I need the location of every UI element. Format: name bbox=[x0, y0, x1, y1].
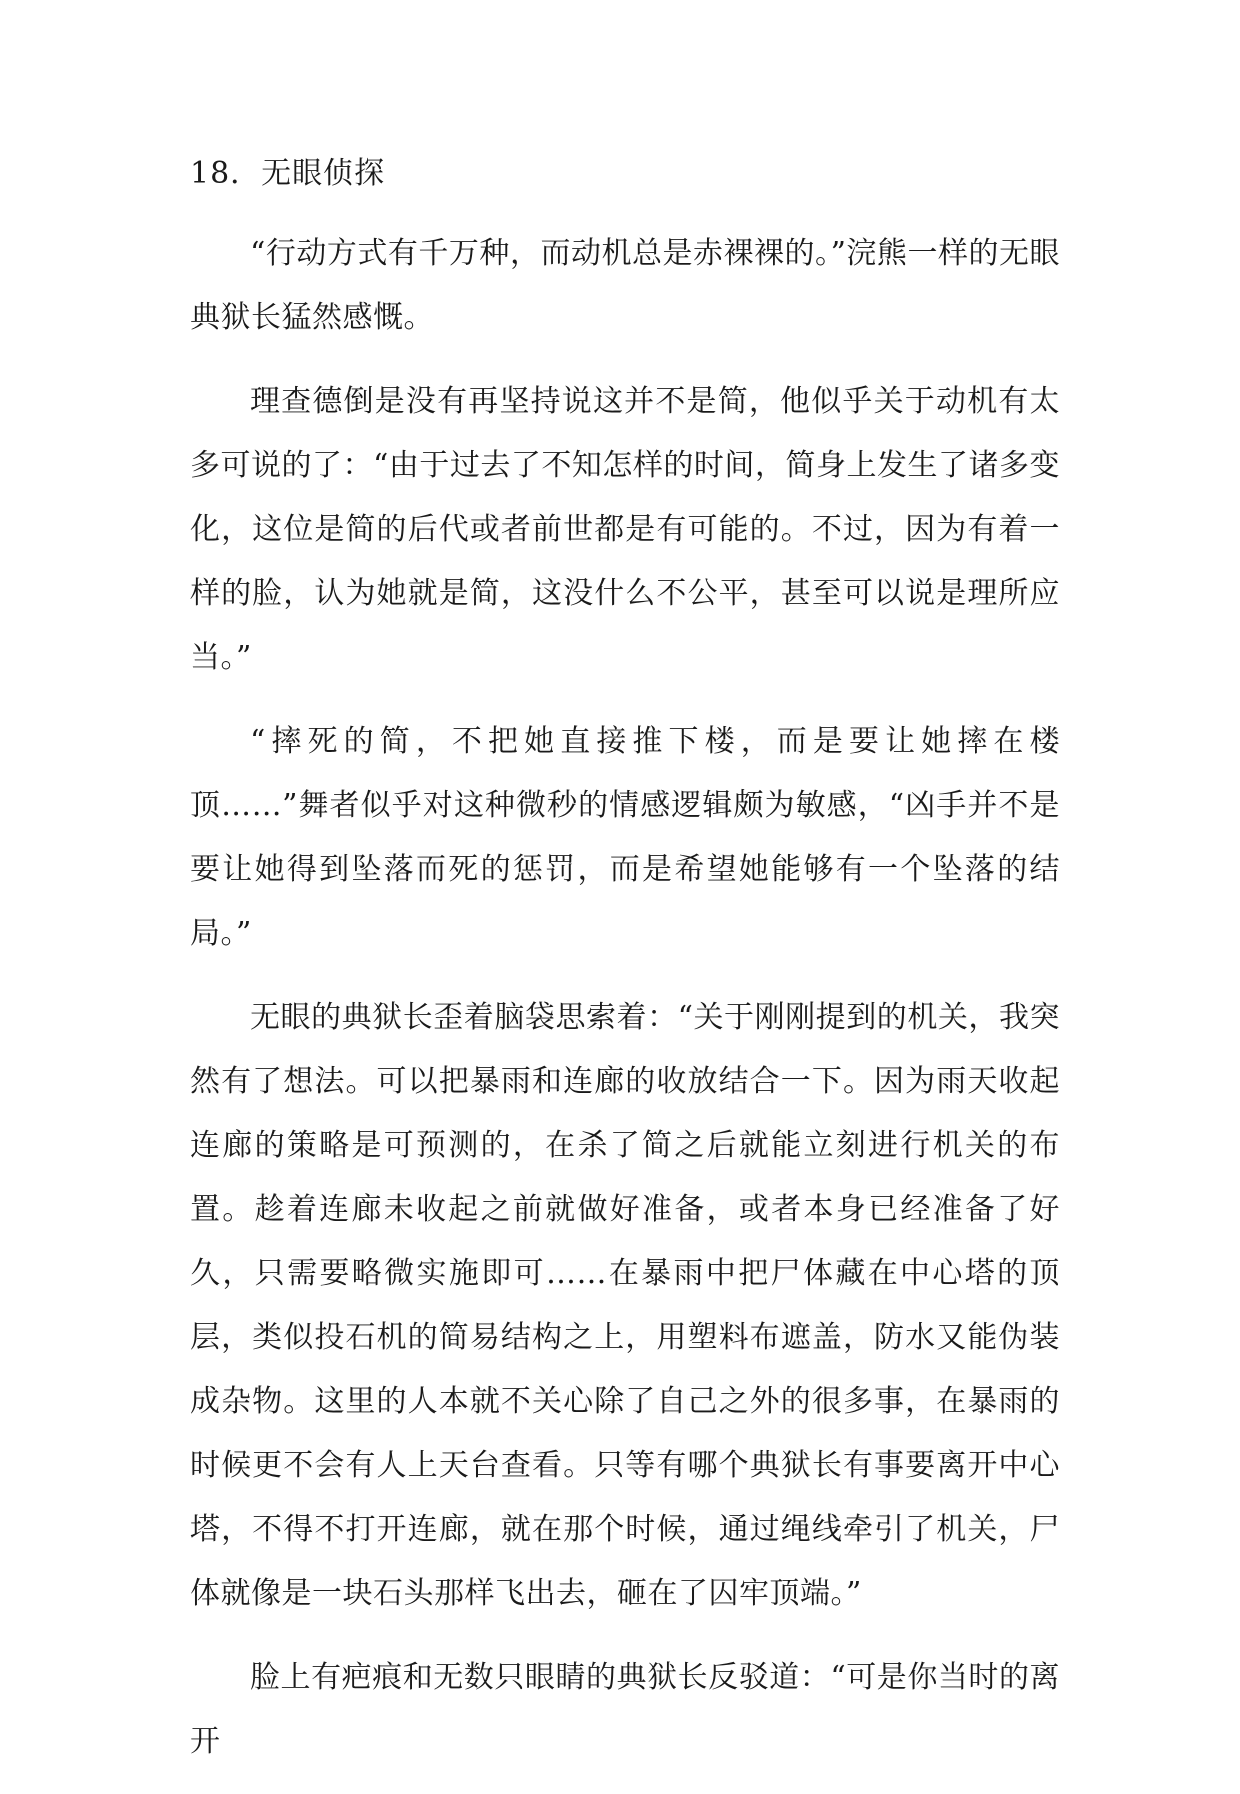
paragraph-3: “摔死的简，不把她直接推下楼，而是要让她摔在楼顶……”舞者似乎对这种微秒的情感逻辑颇为敏感，“凶手并不是要让她得到坠落而死的惩罚，而是希望她能够有一个坠落的结局。” bbox=[190, 724, 1060, 951]
paragraph-4: 无眼的典狱长歪着脑袋思索着：“关于刚刚提到的机关，我突然有了想法。可以把暴雨和连廊的收放结合一下。因为雨天收起连廊的策略是可预测的，在杀了简之后就能立刻进行机关的布置。趁着连廊未收起之前就做好准备，或者本身已经准备了好久，只需要略微实施即可……在暴雨中把尸体藏在中心塔的顶层，类似投石机的简易结构之上，用塑料布遮盖，防水又能伪装成杂物。这里的人本就不关心除了自己之外的很多事，在暴雨的时候更不会有人上天台查看。只等有哪个典狱长有事要离开中心塔，不得不打开连廊，就在那个时候，通过绳线牵引了机关，尸体就像是一块石头那样飞出去，砸在了囚牢顶端。” bbox=[190, 1000, 1060, 1611]
chapter-title: 18．无眼侦探 bbox=[190, 156, 386, 191]
paragraph-2: 理查德倒是没有再坚持说这并不是简，他似乎关于动机有太多可说的了：“由于过去了不知怎样的时间，简身上发生了诸多变化，这位是简的后代或者前世都是有可能的。不过，因为有着一样的脸，认为她就是简，这没什么不公平，甚至可以说是理所应当。” bbox=[190, 384, 1060, 675]
paragraph-1: “行动方式有千万种，而动机总是赤裸裸的。”浣熊一样的无眼典狱长猛然感慨。 bbox=[190, 236, 1060, 335]
paragraph-5: 脸上有疤痕和无数只眼睛的典狱长反驳道：“可是你当时的离开 bbox=[190, 1660, 1060, 1759]
document-body bbox=[190, 154, 1060, 1794]
